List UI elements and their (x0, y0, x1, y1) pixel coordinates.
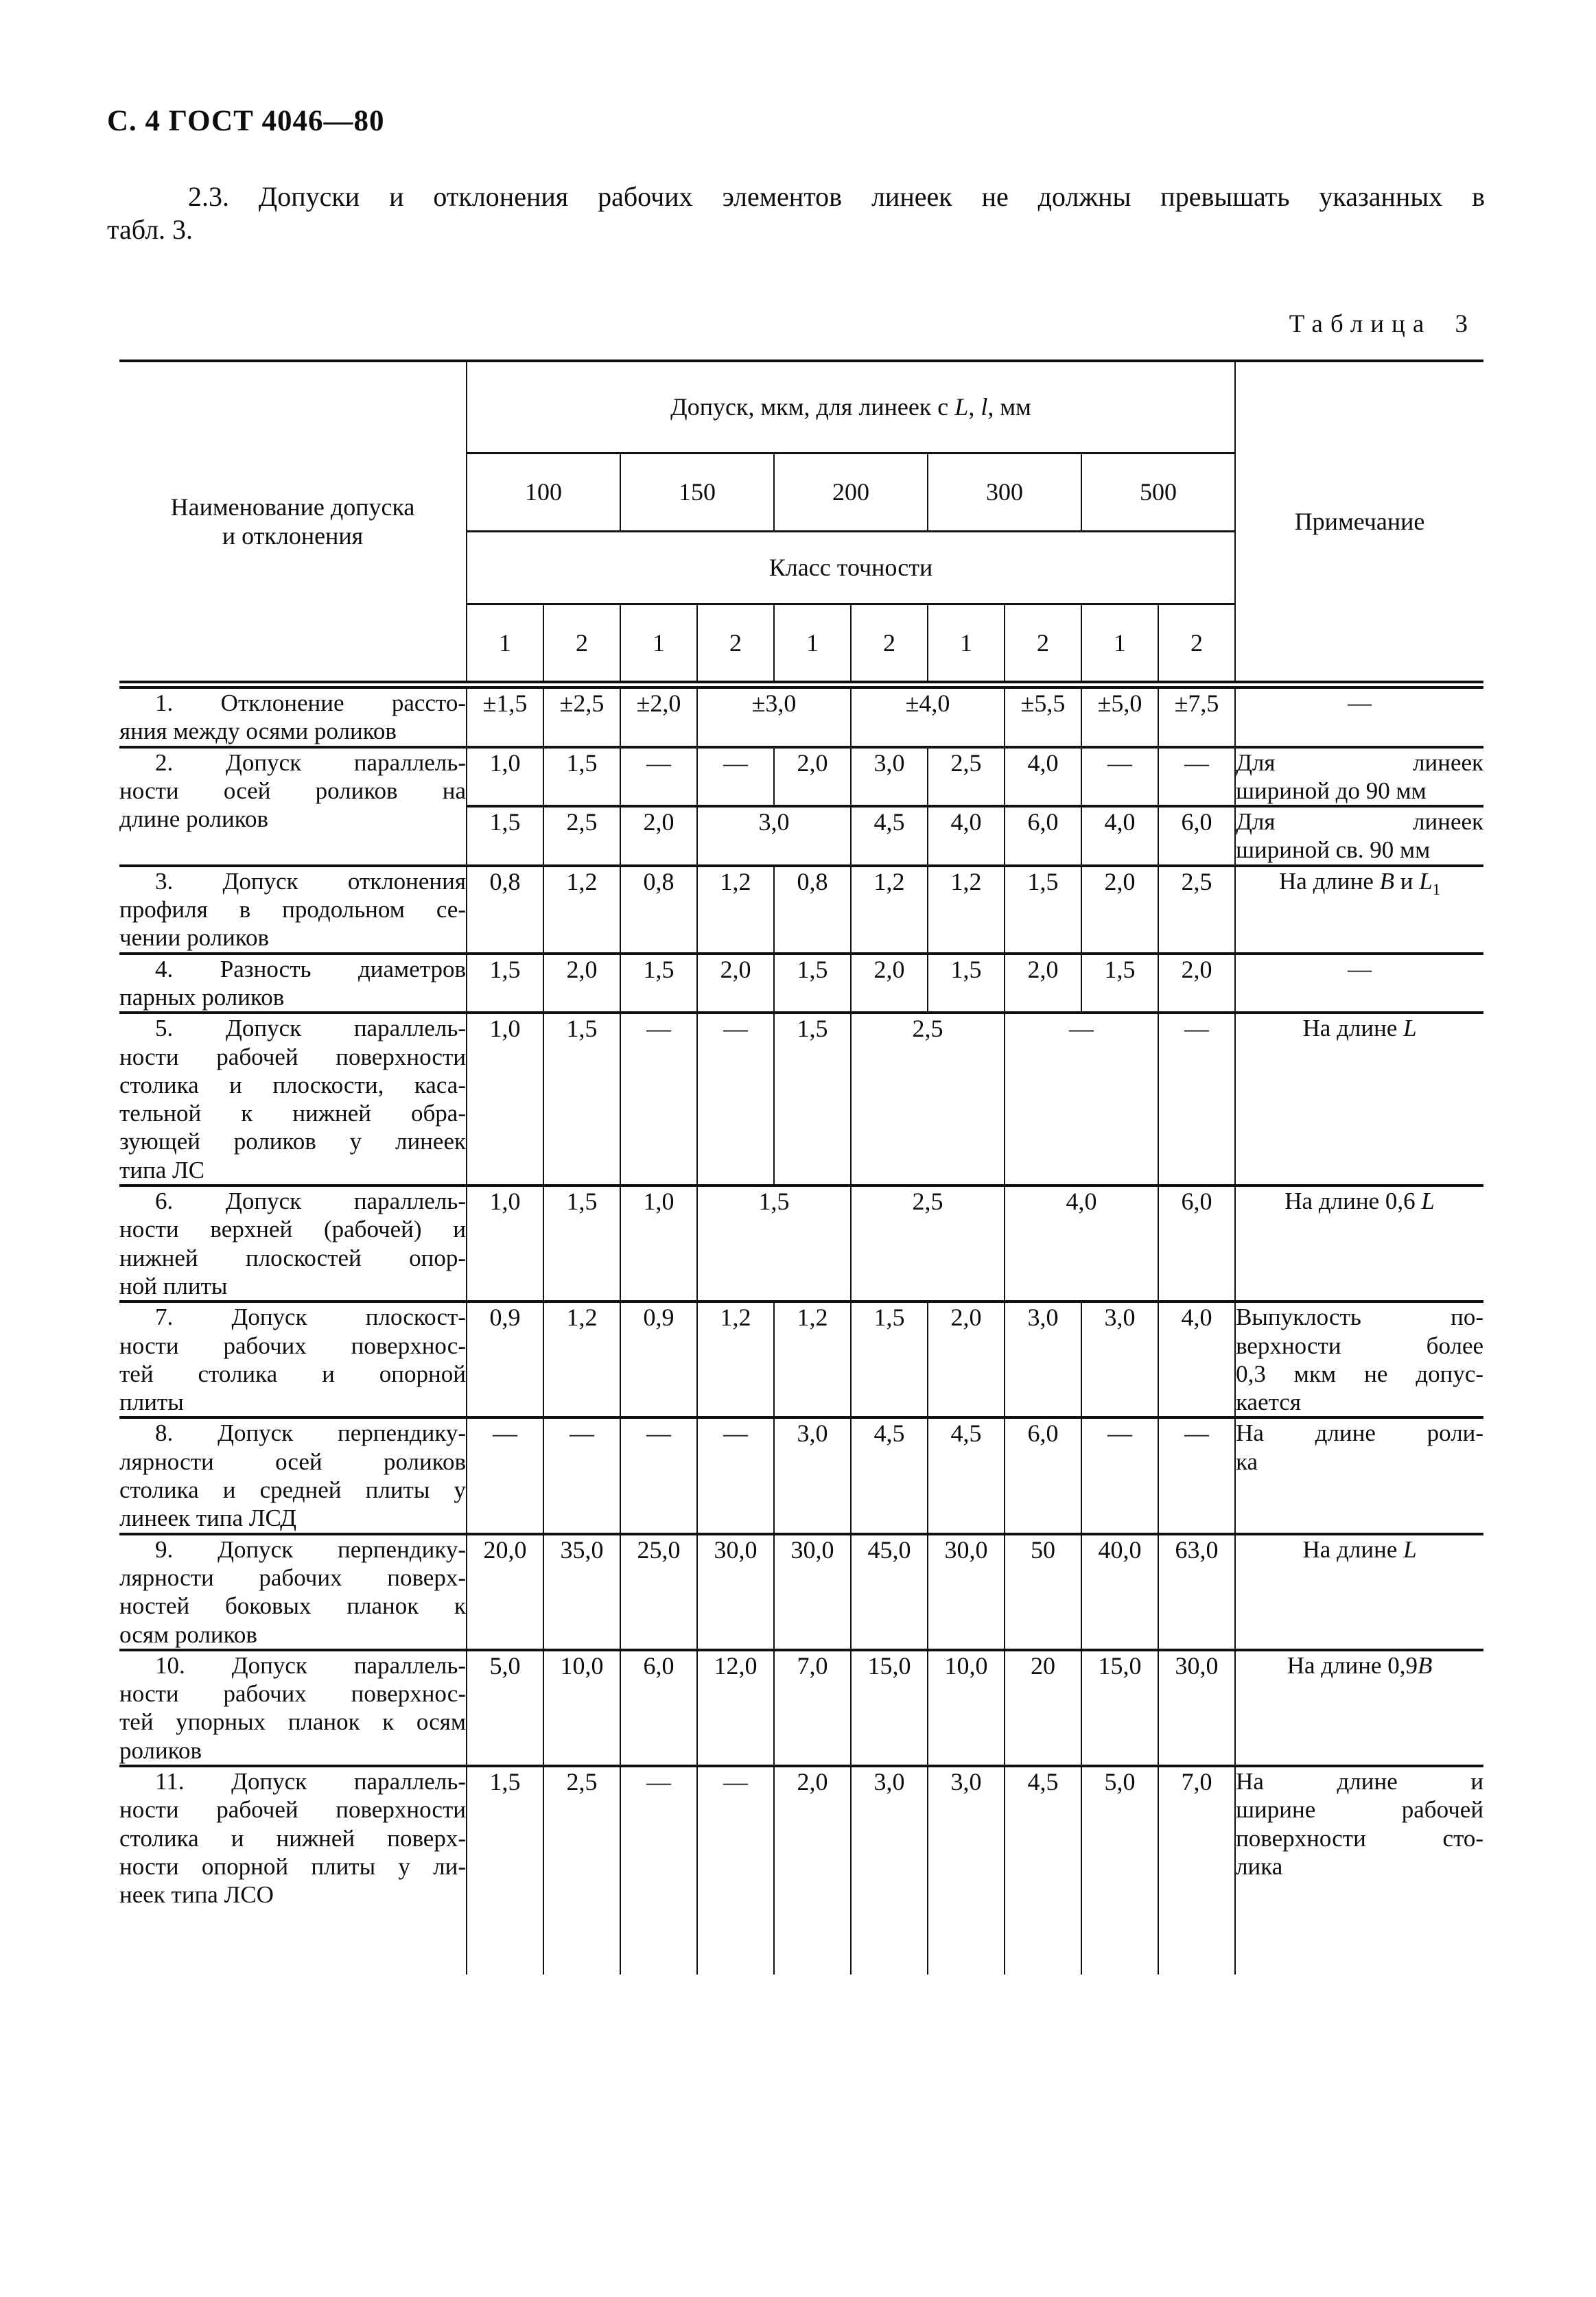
value-cell: 2,0 (1158, 954, 1235, 1013)
value-cell: 35,0 (543, 1534, 620, 1650)
value-cell: — (467, 1417, 543, 1533)
value-cell: 4,5 (851, 1417, 928, 1533)
value-cell: 1,5 (928, 954, 1005, 1013)
note-cell (1235, 866, 1483, 954)
note-line: Для линеек (1236, 749, 1484, 776)
value-cell: 30,0 (774, 1534, 851, 1650)
note-line: кается (1236, 1389, 1301, 1416)
value-cell: 1,5 (774, 954, 851, 1013)
table-row (119, 685, 1483, 747)
value-cell: 1,2 (543, 866, 620, 954)
value-cell: 1,5 (697, 1186, 851, 1301)
value-cell: 7,0 (774, 1650, 851, 1766)
note-cell (1235, 806, 1483, 866)
note-line: лика (1236, 1852, 1283, 1880)
value-cell: 4,0 (1158, 1301, 1235, 1417)
tolerance-name-cell (119, 1013, 467, 1186)
value-cell: 2,5 (851, 1186, 1005, 1301)
note-cell (1235, 685, 1483, 747)
tolerance-name-line: 4. Разность диаметров (155, 955, 466, 982)
note-line: На длине 0,6 L (1284, 1188, 1435, 1215)
note-line: шириной до 90 мм (1236, 777, 1427, 804)
value-cell: 5,0 (1081, 1766, 1158, 1975)
table-head (119, 361, 1483, 685)
value-cell: ±7,5 (1158, 685, 1235, 747)
tolerance-name-line: 2. Допуск параллель- (155, 749, 466, 776)
tolerance-table (119, 360, 1483, 1975)
size-col-header: 150 (620, 453, 774, 531)
tolerance-name-line: 8. Допуск перпендику- (155, 1420, 466, 1447)
note-line: — (1348, 955, 1372, 982)
value-cell: 6,0 (1005, 806, 1081, 866)
tolerance-name-line: лярности рабочих поверх- (119, 1564, 466, 1591)
note-cell (1235, 1301, 1483, 1417)
value-cell: — (1158, 1013, 1235, 1186)
note-line: 0,3 мкм не допус- (1236, 1360, 1484, 1387)
value-cell: 4,0 (1081, 806, 1158, 866)
value-cell: — (620, 1013, 697, 1186)
value-cell: 45,0 (851, 1534, 928, 1650)
value-cell: 4,0 (1005, 1186, 1158, 1301)
value-cell: 1,2 (543, 1301, 620, 1417)
tolerance-name-line: неек типа ЛСО (119, 1881, 274, 1909)
value-cell: 30,0 (928, 1534, 1005, 1650)
tolerance-name-line: 11. Допуск параллель- (155, 1767, 466, 1795)
tolerance-name-line: ности верхней (рабочей) и (119, 1216, 466, 1243)
value-cell: 1,2 (928, 866, 1005, 954)
tolerance-name-line: чении роликов (119, 924, 270, 952)
value-cell: 2,5 (543, 1766, 620, 1975)
value-cell: — (697, 1766, 774, 1975)
value-cell: 6,0 (1005, 1417, 1081, 1533)
value-cell: 5,0 (467, 1650, 543, 1766)
class-number-header: 1 (774, 604, 851, 685)
value-cell: 1,5 (851, 1301, 928, 1417)
note-line: На длине 0,9В (1287, 1651, 1433, 1679)
table-row (119, 1417, 1483, 1533)
tolerance-name-line: 5. Допуск параллель- (155, 1015, 466, 1042)
table-row (119, 954, 1483, 1013)
value-cell: ±3,0 (697, 685, 851, 747)
value-cell: 3,0 (1005, 1301, 1081, 1417)
value-cell: 20 (1005, 1650, 1081, 1766)
class-number-header: 2 (697, 604, 774, 685)
value-cell: 2,0 (1005, 954, 1081, 1013)
tolerance-name-line: лярности осей роликов (119, 1448, 466, 1475)
value-cell: 0,9 (467, 1301, 543, 1417)
value-cell: 2,0 (774, 1766, 851, 1975)
value-cell: 6,0 (1158, 806, 1235, 866)
tolerance-name-line: плиты (119, 1389, 184, 1416)
value-cell: 1,5 (543, 1013, 620, 1186)
value-cell: 1,2 (774, 1301, 851, 1417)
value-cell: 10,0 (928, 1650, 1005, 1766)
size-col-header: 100 (467, 453, 620, 531)
value-cell: 3,0 (851, 747, 928, 807)
tolerance-name-cell (119, 954, 467, 1013)
value-cell: 25,0 (620, 1534, 697, 1650)
value-cell: 2,0 (774, 747, 851, 807)
table-row (119, 1013, 1483, 1186)
value-cell: ±1,5 (467, 685, 543, 747)
tolerance-name-cell (119, 1417, 467, 1533)
value-cell: 4,5 (1005, 1766, 1081, 1975)
tolerance-name-line: яния между осями роликов (119, 718, 397, 745)
value-cell: ±2,5 (543, 685, 620, 747)
class-number-header: 2 (543, 604, 620, 685)
tolerance-name-line: тей столика и опорной (119, 1360, 466, 1387)
value-cell: — (1158, 747, 1235, 807)
value-cell: 1,5 (543, 747, 620, 807)
value-cell: 6,0 (1158, 1186, 1235, 1301)
value-cell: 4,5 (851, 806, 928, 866)
class-number-header: 1 (467, 604, 543, 685)
tolerance-name-line: зующей роликов у линеек (119, 1128, 466, 1155)
value-cell: 1,5 (1081, 954, 1158, 1013)
note-cell (1235, 1013, 1483, 1186)
paragraph-2-3 (107, 180, 1485, 246)
value-cell: 20,0 (467, 1534, 543, 1650)
value-cell: — (620, 1417, 697, 1533)
note-line: На длине роли- (1236, 1420, 1484, 1447)
value-cell: 0,8 (467, 866, 543, 954)
value-cell: — (1005, 1013, 1158, 1186)
tolerance-name-line: ности осей роликов на (119, 777, 466, 804)
value-cell: 1,0 (467, 1013, 543, 1186)
note-cell (1235, 954, 1483, 1013)
value-cell: 1,5 (467, 806, 543, 866)
tolerance-name-line: 9. Допуск перпендику- (155, 1535, 466, 1563)
note-line: На длине и (1236, 1767, 1484, 1795)
table-row (119, 747, 1483, 807)
note-line: На длине L (1302, 1535, 1417, 1563)
tolerance-name-line: линеек типа ЛСД (119, 1505, 297, 1532)
value-cell: 4,0 (928, 806, 1005, 866)
tolerance-name-line: ности рабочих поверхнос- (119, 1680, 466, 1708)
value-cell: 15,0 (1081, 1650, 1158, 1766)
value-cell: 1,2 (697, 866, 774, 954)
value-cell: 1,5 (467, 954, 543, 1013)
value-cell: 2,5 (928, 747, 1005, 807)
table-row (119, 1766, 1483, 1975)
note-line: Выпуклость по- (1236, 1304, 1484, 1331)
value-cell: ±5,0 (1081, 685, 1158, 747)
class-number-header: 2 (851, 604, 928, 685)
value-cell: 1,5 (774, 1013, 851, 1186)
value-cell: 2,0 (697, 954, 774, 1013)
col-header-name-line: Наименование допуска (170, 493, 415, 521)
value-cell: 0,9 (620, 1301, 697, 1417)
table-row (119, 1650, 1483, 1766)
note-cell (1235, 1766, 1483, 1975)
tolerance-name-line: 3. Допуск отклонения (155, 867, 466, 895)
col-header-name-line: и отклонения (222, 522, 364, 550)
value-cell: ±2,0 (620, 685, 697, 747)
size-col-header: 300 (928, 453, 1081, 531)
class-number-header: 2 (1005, 604, 1081, 685)
value-cell: 1,0 (467, 1186, 543, 1301)
note-cell (1235, 1417, 1483, 1533)
note-line: Для линеек (1236, 808, 1484, 836)
page-header: С. 4 ГОСТ 4046—80 (107, 105, 385, 137)
note-line: — (1348, 690, 1372, 716)
tolerance-name-line: профиля в продольном се- (119, 896, 466, 923)
value-cell: 0,8 (620, 866, 697, 954)
note-line: шириной св. 90 мм (1236, 836, 1431, 864)
tolerance-name-line: 10. Допуск параллель- (155, 1651, 466, 1679)
tolerance-name-line: типа ЛС (119, 1156, 205, 1183)
note-line: поверхности сто- (1236, 1824, 1484, 1852)
value-cell: 3,0 (697, 806, 851, 866)
tolerance-name-line: столика и средней плиты у (119, 1476, 466, 1504)
table-row (119, 1301, 1483, 1417)
value-cell: 2,0 (851, 954, 928, 1013)
value-cell: 2,0 (1081, 866, 1158, 954)
value-cell: 2,5 (851, 1013, 1005, 1186)
tolerance-name-cell (119, 1301, 467, 1417)
value-cell: 1,2 (851, 866, 928, 954)
tolerance-name-line: осям роликов (119, 1621, 257, 1648)
tolerance-name-line: ности рабочей поверхности (119, 1796, 466, 1824)
value-cell: 2,0 (928, 1301, 1005, 1417)
value-cell: — (1081, 1417, 1158, 1533)
value-cell: 7,0 (1158, 1766, 1235, 1975)
tolerance-name-line: ности опорной плиты у ли- (119, 1852, 466, 1880)
tolerance-name-line: тей упорных планок к осям (119, 1708, 466, 1736)
tolerance-name-line: 1. Отклонение рассто- (155, 690, 466, 716)
value-cell: — (697, 747, 774, 807)
value-cell: — (620, 1766, 697, 1975)
value-cell: 50 (1005, 1534, 1081, 1650)
value-cell: 30,0 (1158, 1650, 1235, 1766)
class-number-header: 2 (1158, 604, 1235, 685)
tolerance-name-cell (119, 866, 467, 954)
paragraph-line: табл. 3. (107, 214, 193, 245)
value-cell: ±4,0 (851, 685, 1005, 747)
value-cell: — (620, 747, 697, 807)
table-body (119, 685, 1483, 1975)
value-cell: 10,0 (543, 1650, 620, 1766)
value-cell: — (1158, 1417, 1235, 1533)
tolerance-name-line: тельной к нижней обра- (119, 1100, 466, 1127)
value-cell: 1,5 (467, 1766, 543, 1975)
note-line: ширине рабочей (1236, 1796, 1484, 1824)
header-row-1 (119, 361, 1483, 453)
note-line: На длине В и $L_1$ (1279, 867, 1441, 898)
note-line: На длине L (1302, 1015, 1417, 1042)
tolerance-name-line: парных роликов (119, 983, 285, 1011)
tolerance-name-line: ностей боковых планок к (119, 1592, 466, 1620)
col-header-tolerance-title: Допуск, мкм, для линеек с L, l, мм (467, 361, 1235, 453)
class-number-header: 1 (928, 604, 1005, 685)
value-cell: 3,0 (1081, 1301, 1158, 1417)
tolerance-name-line: ной плиты (119, 1272, 228, 1299)
value-cell: — (697, 1417, 774, 1533)
table-row (119, 866, 1483, 954)
tolerance-name-cell (119, 1650, 467, 1766)
value-cell: 2,0 (543, 954, 620, 1013)
tolerance-name-line: 6. Допуск параллель- (155, 1188, 466, 1215)
value-cell: 1,0 (467, 747, 543, 807)
accuracy-class-header: Класс точности (467, 531, 1235, 604)
value-cell: 30,0 (697, 1534, 774, 1650)
tolerance-name-line: ности рабочей поверхности (119, 1043, 466, 1070)
class-number-header: 1 (1081, 604, 1158, 685)
tolerance-name-cell (119, 685, 467, 747)
tolerance-name-cell (119, 747, 467, 866)
page-content (107, 104, 1485, 1975)
class-number-header: 1 (620, 604, 697, 685)
value-cell: 0,8 (774, 866, 851, 954)
value-cell: 2,5 (1158, 866, 1235, 954)
tolerance-name-line: ности рабочих поверхнос- (119, 1332, 466, 1359)
value-cell: 63,0 (1158, 1534, 1235, 1650)
value-cell: 1,5 (543, 1186, 620, 1301)
note-cell (1235, 1650, 1483, 1766)
tolerance-name-line: столика и плоскости, каса- (119, 1071, 466, 1098)
value-cell: 12,0 (697, 1650, 774, 1766)
size-col-header: 500 (1081, 453, 1235, 531)
tolerance-name-line: нижней плоскостей опор- (119, 1244, 466, 1271)
table-row (119, 1534, 1483, 1650)
col-header-name (119, 361, 467, 685)
value-cell: — (697, 1013, 774, 1186)
value-cell: 2,5 (543, 806, 620, 866)
value-cell: — (543, 1417, 620, 1533)
tolerance-name-line: роликов (119, 1736, 202, 1764)
note-line: ка (1236, 1448, 1258, 1475)
value-cell: ±5,5 (1005, 685, 1081, 747)
value-cell: 3,0 (774, 1417, 851, 1533)
table-row (119, 1186, 1483, 1301)
note-cell (1235, 747, 1483, 807)
value-cell: 15,0 (851, 1650, 928, 1766)
value-cell: 1,2 (697, 1301, 774, 1417)
value-cell: — (1081, 747, 1158, 807)
col-header-note: Примечание (1235, 361, 1483, 685)
note-cell (1235, 1186, 1483, 1301)
value-cell: 1,0 (620, 1186, 697, 1301)
value-cell: 1,5 (620, 954, 697, 1013)
value-cell: 3,0 (851, 1766, 928, 1975)
paragraph-line: 2.3. Допуски и отклонения рабочих элементов линеек не должны превышать указанных в (188, 181, 1485, 212)
tolerance-name-line: 7. Допуск плоскост- (155, 1304, 466, 1331)
tolerance-name-cell (119, 1534, 467, 1650)
tolerance-name-line: длине роликов (119, 805, 269, 833)
value-cell: 1,5 (1005, 866, 1081, 954)
value-cell: 4,5 (928, 1417, 1005, 1533)
value-cell: 40,0 (1081, 1534, 1158, 1650)
note-cell (1235, 1534, 1483, 1650)
tolerance-name-cell (119, 1186, 467, 1301)
value-cell: 3,0 (928, 1766, 1005, 1975)
table-label: Таблица 3 (1289, 310, 1475, 338)
tolerance-name-line: столика и нижней поверх- (119, 1824, 466, 1852)
value-cell: 4,0 (1005, 747, 1081, 807)
note-line: верхности более (1236, 1332, 1484, 1359)
value-cell: 6,0 (620, 1650, 697, 1766)
tolerance-name-cell (119, 1766, 467, 1975)
size-col-header: 200 (774, 453, 928, 531)
value-cell: 2,0 (620, 806, 697, 866)
